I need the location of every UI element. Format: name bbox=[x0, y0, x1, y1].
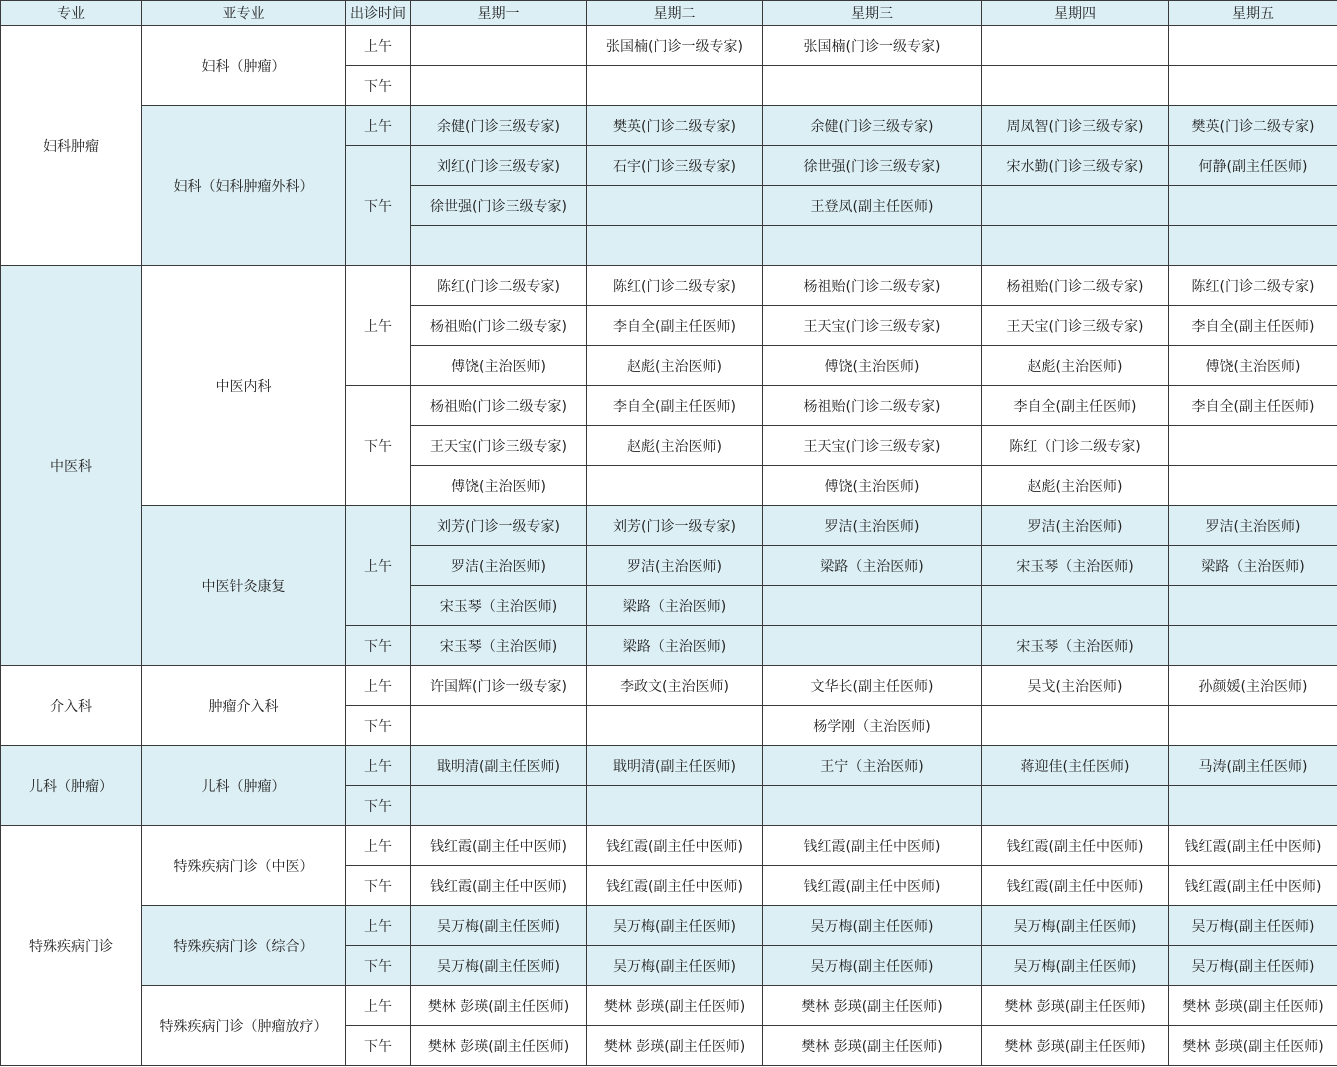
table-cell: 吴万梅(副主任医师) bbox=[982, 946, 1169, 986]
table-cell: 张国楠(门诊一级专家) bbox=[763, 26, 982, 66]
table-cell bbox=[1169, 26, 1337, 66]
table-cell: 余健(门诊三级专家) bbox=[763, 106, 982, 146]
table-cell: 樊林 彭瑛(副主任医师) bbox=[1169, 1026, 1337, 1066]
table-cell bbox=[1169, 426, 1337, 466]
table-cell bbox=[763, 786, 982, 826]
table-cell: 下午 bbox=[346, 706, 411, 746]
table-cell: 下午 bbox=[346, 946, 411, 986]
table-cell: 王宁（主治医师) bbox=[763, 746, 982, 786]
table-cell: 下午 bbox=[346, 66, 411, 106]
header-tuesday: 星期二 bbox=[587, 1, 763, 26]
table-cell: 吴万梅(副主任医师) bbox=[1169, 906, 1337, 946]
table-cell: 梁路（主治医师) bbox=[587, 586, 763, 626]
table-cell: 介入科 bbox=[1, 666, 142, 746]
table-cell bbox=[982, 66, 1169, 106]
table-cell: 下午 bbox=[346, 1026, 411, 1066]
table-cell: 下午 bbox=[346, 386, 411, 506]
table-cell: 樊林 彭瑛(副主任医师) bbox=[982, 986, 1169, 1026]
table-cell: 罗洁(主治医师) bbox=[587, 546, 763, 586]
table-cell bbox=[763, 66, 982, 106]
table-row bbox=[1, 506, 1337, 546]
table-cell bbox=[1169, 586, 1337, 626]
table-cell: 刘芳(门诊一级专家) bbox=[587, 506, 763, 546]
table-cell: 许国辉(门诊一级专家) bbox=[411, 666, 587, 706]
table-cell: 特殊疾病门诊（中医） bbox=[142, 826, 346, 906]
table-cell bbox=[1169, 186, 1337, 226]
table-cell: 孙颜媛(主治医师) bbox=[1169, 666, 1337, 706]
table-cell bbox=[411, 706, 587, 746]
table-cell: 马涛(副主任医师) bbox=[1169, 746, 1337, 786]
table-cell bbox=[1169, 786, 1337, 826]
table-cell: 钱红霞(副主任中医师) bbox=[763, 866, 982, 906]
table-cell: 蒋迎佳(主任医师) bbox=[982, 746, 1169, 786]
table-cell: 傅饶(主治医师) bbox=[411, 346, 587, 386]
table-cell: 王天宝(门诊三级专家) bbox=[982, 306, 1169, 346]
table-row bbox=[1, 266, 1337, 306]
table-cell: 赵彪(主治医师) bbox=[587, 426, 763, 466]
table-cell bbox=[763, 586, 982, 626]
table-cell: 赵彪(主治医师) bbox=[982, 466, 1169, 506]
table-cell bbox=[411, 786, 587, 826]
table-cell: 李自全(副主任医师) bbox=[587, 386, 763, 426]
table-cell bbox=[763, 226, 982, 266]
table-cell: 李自全(副主任医师) bbox=[982, 386, 1169, 426]
table-cell: 樊林 彭瑛(副主任医师) bbox=[763, 986, 982, 1026]
table-cell: 特殊疾病门诊（肿瘤放疗） bbox=[142, 986, 346, 1066]
table-row bbox=[1, 906, 1337, 946]
table-cell: 吴万梅(副主任医师) bbox=[763, 946, 982, 986]
table-cell: 宋玉琴（主治医师) bbox=[411, 586, 587, 626]
table-cell: 钱红霞(副主任中医师) bbox=[587, 826, 763, 866]
table-cell: 傅饶(主治医师) bbox=[763, 346, 982, 386]
table-cell bbox=[982, 26, 1169, 66]
table-cell: 樊林 彭瑛(副主任医师) bbox=[763, 1026, 982, 1066]
table-cell bbox=[1169, 226, 1337, 266]
table-cell: 杨祖贻(门诊二级专家) bbox=[763, 266, 982, 306]
table-cell: 文华长(副主任医师) bbox=[763, 666, 982, 706]
table-cell: 上午 bbox=[346, 986, 411, 1026]
table-cell bbox=[1169, 626, 1337, 666]
table-cell: 钱红霞(副主任中医师) bbox=[982, 866, 1169, 906]
table-cell: 罗洁(主治医师) bbox=[1169, 506, 1337, 546]
table-cell: 罗洁(主治医师) bbox=[763, 506, 982, 546]
table-cell: 上午 bbox=[346, 826, 411, 866]
table-cell: 王天宝(门诊三级专家) bbox=[763, 306, 982, 346]
table-cell: 樊林 彭瑛(副主任医师) bbox=[587, 986, 763, 1026]
table-cell: 吴万梅(副主任医师) bbox=[763, 906, 982, 946]
table-row bbox=[1, 986, 1337, 1026]
table-cell bbox=[587, 66, 763, 106]
table-cell: 上午 bbox=[346, 906, 411, 946]
table-cell: 儿科（肿瘤） bbox=[1, 746, 142, 826]
table-cell: 李自全(副主任医师) bbox=[1169, 386, 1337, 426]
table-cell: 余健(门诊三级专家) bbox=[411, 106, 587, 146]
table-cell: 梁路（主治医师) bbox=[763, 546, 982, 586]
header-subspecialty: 亚专业 bbox=[142, 1, 346, 26]
table-cell: 罗洁(主治医师) bbox=[411, 546, 587, 586]
table-cell: 吴万梅(副主任医师) bbox=[587, 906, 763, 946]
table-cell bbox=[411, 226, 587, 266]
table-row bbox=[1, 826, 1337, 866]
table-cell: 钱红霞(副主任中医师) bbox=[411, 826, 587, 866]
table-cell: 妇科（肿瘤） bbox=[142, 26, 346, 106]
table-cell: 周凤智(门诊三级专家) bbox=[982, 106, 1169, 146]
table-cell: 特殊疾病门诊 bbox=[1, 826, 142, 1066]
table-cell: 吴万梅(副主任医师) bbox=[1169, 946, 1337, 986]
table-cell: 钱红霞(副主任中医师) bbox=[1169, 826, 1337, 866]
table-cell bbox=[411, 66, 587, 106]
table-cell bbox=[587, 706, 763, 746]
table-cell: 梁路（主治医师) bbox=[587, 626, 763, 666]
table-cell: 李政文(主治医师) bbox=[587, 666, 763, 706]
table-cell: 宋玉琴（主治医师) bbox=[982, 546, 1169, 586]
header-row bbox=[1, 1, 1337, 26]
table-row bbox=[1, 106, 1337, 146]
table-row bbox=[1, 746, 1337, 786]
table-cell bbox=[982, 786, 1169, 826]
header-wednesday: 星期三 bbox=[763, 1, 982, 26]
table-cell: 陈红（门诊二级专家) bbox=[982, 426, 1169, 466]
table-cell: 陈红(门诊二级专家) bbox=[1169, 266, 1337, 306]
table-row bbox=[1, 666, 1337, 706]
table-cell bbox=[411, 26, 587, 66]
table-cell: 上午 bbox=[346, 746, 411, 786]
table-cell: 钱红霞(副主任中医师) bbox=[982, 826, 1169, 866]
table-cell: 上午 bbox=[346, 506, 411, 626]
table-cell: 陈红(门诊二级专家) bbox=[587, 266, 763, 306]
table-cell: 傅饶(主治医师) bbox=[763, 466, 982, 506]
table-cell: 罗洁(主治医师) bbox=[982, 506, 1169, 546]
table-cell bbox=[1169, 706, 1337, 746]
table-row bbox=[1, 26, 1337, 66]
table-cell: 下午 bbox=[346, 866, 411, 906]
table-cell: 妇科肿瘤 bbox=[1, 26, 142, 266]
header-specialty: 专业 bbox=[1, 1, 142, 26]
table-cell: 樊林 彭瑛(副主任医师) bbox=[1169, 986, 1337, 1026]
table-cell: 杨祖贻(门诊二级专家) bbox=[411, 386, 587, 426]
table-cell: 上午 bbox=[346, 106, 411, 146]
table-cell: 中医针灸康复 bbox=[142, 506, 346, 666]
header-friday: 星期五 bbox=[1169, 1, 1337, 26]
table-cell: 樊林 彭瑛(副主任医师) bbox=[587, 1026, 763, 1066]
table-cell: 樊林 彭瑛(副主任医师) bbox=[411, 1026, 587, 1066]
table-cell: 特殊疾病门诊（综合） bbox=[142, 906, 346, 986]
table-cell: 宋玉琴（主治医师) bbox=[982, 626, 1169, 666]
table-cell: 李自全(副主任医师) bbox=[587, 306, 763, 346]
table-cell bbox=[587, 466, 763, 506]
table-cell: 戢明清(副主任医师) bbox=[411, 746, 587, 786]
table-cell: 中医科 bbox=[1, 266, 142, 666]
table-cell: 刘芳(门诊一级专家) bbox=[411, 506, 587, 546]
table-cell: 杨祖贻(门诊二级专家) bbox=[763, 386, 982, 426]
table-cell: 赵彪(主治医师) bbox=[587, 346, 763, 386]
table-cell: 刘红(门诊三级专家) bbox=[411, 146, 587, 186]
table-cell: 钱红霞(副主任中医师) bbox=[587, 866, 763, 906]
header-thursday: 星期四 bbox=[982, 1, 1169, 26]
table-cell: 钱红霞(副主任中医师) bbox=[763, 826, 982, 866]
table-cell: 吴万梅(副主任医师) bbox=[982, 906, 1169, 946]
table-cell: 钱红霞(副主任中医师) bbox=[411, 866, 587, 906]
table-cell: 樊英(门诊二级专家) bbox=[1169, 106, 1337, 146]
table-cell: 戢明清(副主任医师) bbox=[587, 746, 763, 786]
table-cell: 徐世强(门诊三级专家) bbox=[763, 146, 982, 186]
table-cell: 石宇(门诊三级专家) bbox=[587, 146, 763, 186]
table-cell: 儿科（肿瘤） bbox=[142, 746, 346, 826]
table-cell: 下午 bbox=[346, 786, 411, 826]
table-cell: 妇科（妇科肿瘤外科） bbox=[142, 106, 346, 266]
table-cell bbox=[982, 226, 1169, 266]
table-cell: 王天宝(门诊三级专家) bbox=[763, 426, 982, 466]
table-cell bbox=[1169, 466, 1337, 506]
table-cell: 张国楠(门诊一级专家) bbox=[587, 26, 763, 66]
table-cell: 吴戈(主治医师) bbox=[982, 666, 1169, 706]
table-cell: 徐世强(门诊三级专家) bbox=[411, 186, 587, 226]
table-cell: 陈红(门诊二级专家) bbox=[411, 266, 587, 306]
table-cell bbox=[982, 586, 1169, 626]
table-cell bbox=[587, 786, 763, 826]
table-cell bbox=[587, 226, 763, 266]
table-cell bbox=[982, 706, 1169, 746]
table-cell: 傅饶(主治医师) bbox=[1169, 346, 1337, 386]
table-cell: 宋玉琴（主治医师) bbox=[411, 626, 587, 666]
table-cell: 中医内科 bbox=[142, 266, 346, 506]
table-cell: 杨祖贻(门诊二级专家) bbox=[982, 266, 1169, 306]
table-cell bbox=[763, 626, 982, 666]
table-cell: 樊林 彭瑛(副主任医师) bbox=[982, 1026, 1169, 1066]
table-cell: 傅饶(主治医师) bbox=[411, 466, 587, 506]
table-cell bbox=[982, 186, 1169, 226]
table-cell: 宋水勤(门诊三级专家) bbox=[982, 146, 1169, 186]
table-cell: 下午 bbox=[346, 146, 411, 266]
table-cell: 王天宝(门诊三级专家) bbox=[411, 426, 587, 466]
table-cell: 下午 bbox=[346, 626, 411, 666]
table-cell: 肿瘤介入科 bbox=[142, 666, 346, 746]
table-cell: 樊林 彭瑛(副主任医师) bbox=[411, 986, 587, 1026]
table-cell bbox=[587, 186, 763, 226]
table-cell: 梁路（主治医师) bbox=[1169, 546, 1337, 586]
table-cell: 赵彪(主治医师) bbox=[982, 346, 1169, 386]
table-cell: 吴万梅(副主任医师) bbox=[411, 906, 587, 946]
table-cell: 何静(副主任医师) bbox=[1169, 146, 1337, 186]
table-cell: 樊英(门诊二级专家) bbox=[587, 106, 763, 146]
table-cell: 杨学刚（主治医师) bbox=[763, 706, 982, 746]
table-cell: 吴万梅(副主任医师) bbox=[587, 946, 763, 986]
table-cell: 上午 bbox=[346, 26, 411, 66]
header-monday: 星期一 bbox=[411, 1, 587, 26]
table-cell: 王登凤(副主任医师) bbox=[763, 186, 982, 226]
table-cell: 吴万梅(副主任医师) bbox=[411, 946, 587, 986]
table-cell: 钱红霞(副主任中医师) bbox=[1169, 866, 1337, 906]
table-cell: 杨祖贻(门诊二级专家) bbox=[411, 306, 587, 346]
header-clinic-time: 出诊时间 bbox=[346, 1, 411, 26]
table-cell: 上午 bbox=[346, 666, 411, 706]
schedule-body bbox=[1, 26, 1337, 1066]
table-cell bbox=[1169, 66, 1337, 106]
table-cell: 上午 bbox=[346, 266, 411, 386]
table-cell: 李自全(副主任医师) bbox=[1169, 306, 1337, 346]
